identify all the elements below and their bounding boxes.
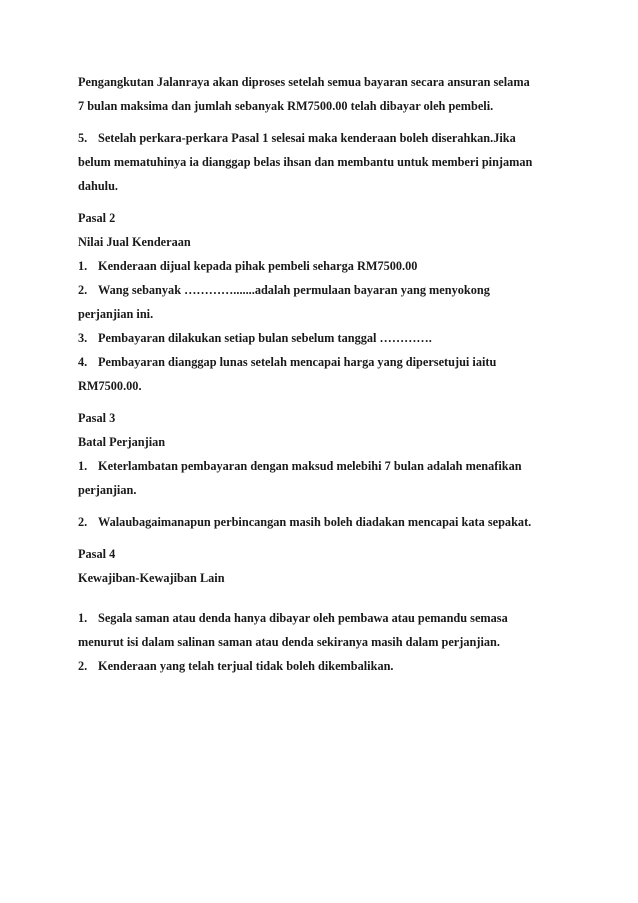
pasal3-heading: Pasal 3 [78,411,116,425]
pasal4-item-1 [78,606,568,630]
spacer [78,502,568,510]
pasal2-item-3 [78,326,568,350]
pasal3-item-1 [78,454,568,478]
item-text: Segala saman atau denda hanya dibayar oleh pembawa atau pemandu semasa [98,611,508,625]
item-number: 4. [78,355,88,369]
item-number: 1. [78,611,88,625]
pasal2-item-2-cont: perjanjian ini. [78,307,154,321]
item5-line-2: belum mematuhinya ia dianggap belas ihsan dan membantu untuk memberi pinjaman [78,155,533,169]
item-number: 2. [78,515,88,529]
item-text: Setelah perkara-perkara Pasal 1 selesai maka kenderaan boleh diserahkan.Jika [98,131,516,145]
pasal4-title: Kewajiban-Kewajiban Lain [78,571,225,585]
item-number: 1. [78,259,88,273]
item-number: 1. [78,459,88,473]
pasal3-title: Batal Perjanjian [78,435,166,449]
intro-line-2: 7 bulan maksima dan jumlah sebanyak RM7500.00 telah dibayar oleh pembeli. [78,99,494,113]
item5-line-1 [78,126,568,150]
pasal4-item-1-cont: menurut isi dalam salinan saman atau denda sekiranya masih dalam perjanjian. [78,635,500,649]
item-number: 2. [78,659,88,673]
pasal3-item-2 [78,510,568,534]
item-text: Kenderaan yang telah terjual tidak boleh dikembalikan. [98,659,394,673]
pasal4-item-2 [78,654,568,678]
pasal2-heading: Pasal 2 [78,211,116,225]
item-text: Keterlambatan pembayaran dengan maksud melebihi 7 bulan adalah menafikan [98,459,522,473]
pasal3-item-1-cont: perjanjian. [78,483,137,497]
item-text: Pembayaran dianggap lunas setelah mencapai harga yang dipersetujui iaitu [98,355,497,369]
item5-line-3: dahulu. [78,179,118,193]
spacer [78,398,568,406]
item-text: Walaubagaimanapun perbincangan masih boleh diadakan mencapai kata sepakat. [98,515,532,529]
intro-line-1: Pengangkutan Jalanraya akan diproses setelah semua bayaran secara ansuran selama [78,75,530,89]
item-text: Kenderaan dijual kepada pihak pembeli seharga RM7500.00 [98,259,418,273]
pasal2-item-2 [78,278,568,302]
spacer [78,118,568,126]
pasal2-item-4 [78,350,568,374]
item-text: Pembayaran dilakukan setiap bulan sebelum tanggal …………. [98,331,432,345]
pasal2-item-1 [78,254,568,278]
pasal2-item-4-cont: RM7500.00. [78,379,142,393]
item-number: 2. [78,283,88,297]
document-body [78,70,568,678]
pasal4-heading: Pasal 4 [78,547,116,561]
item-text: Wang sebanyak ………….......adalah permulaan bayaran yang menyokong [98,283,490,297]
spacer [78,590,568,606]
item-number: 5. [78,131,88,145]
item-number: 3. [78,331,88,345]
pasal2-title: Nilai Jual Kenderaan [78,235,191,249]
spacer [78,198,568,206]
spacer [78,534,568,542]
